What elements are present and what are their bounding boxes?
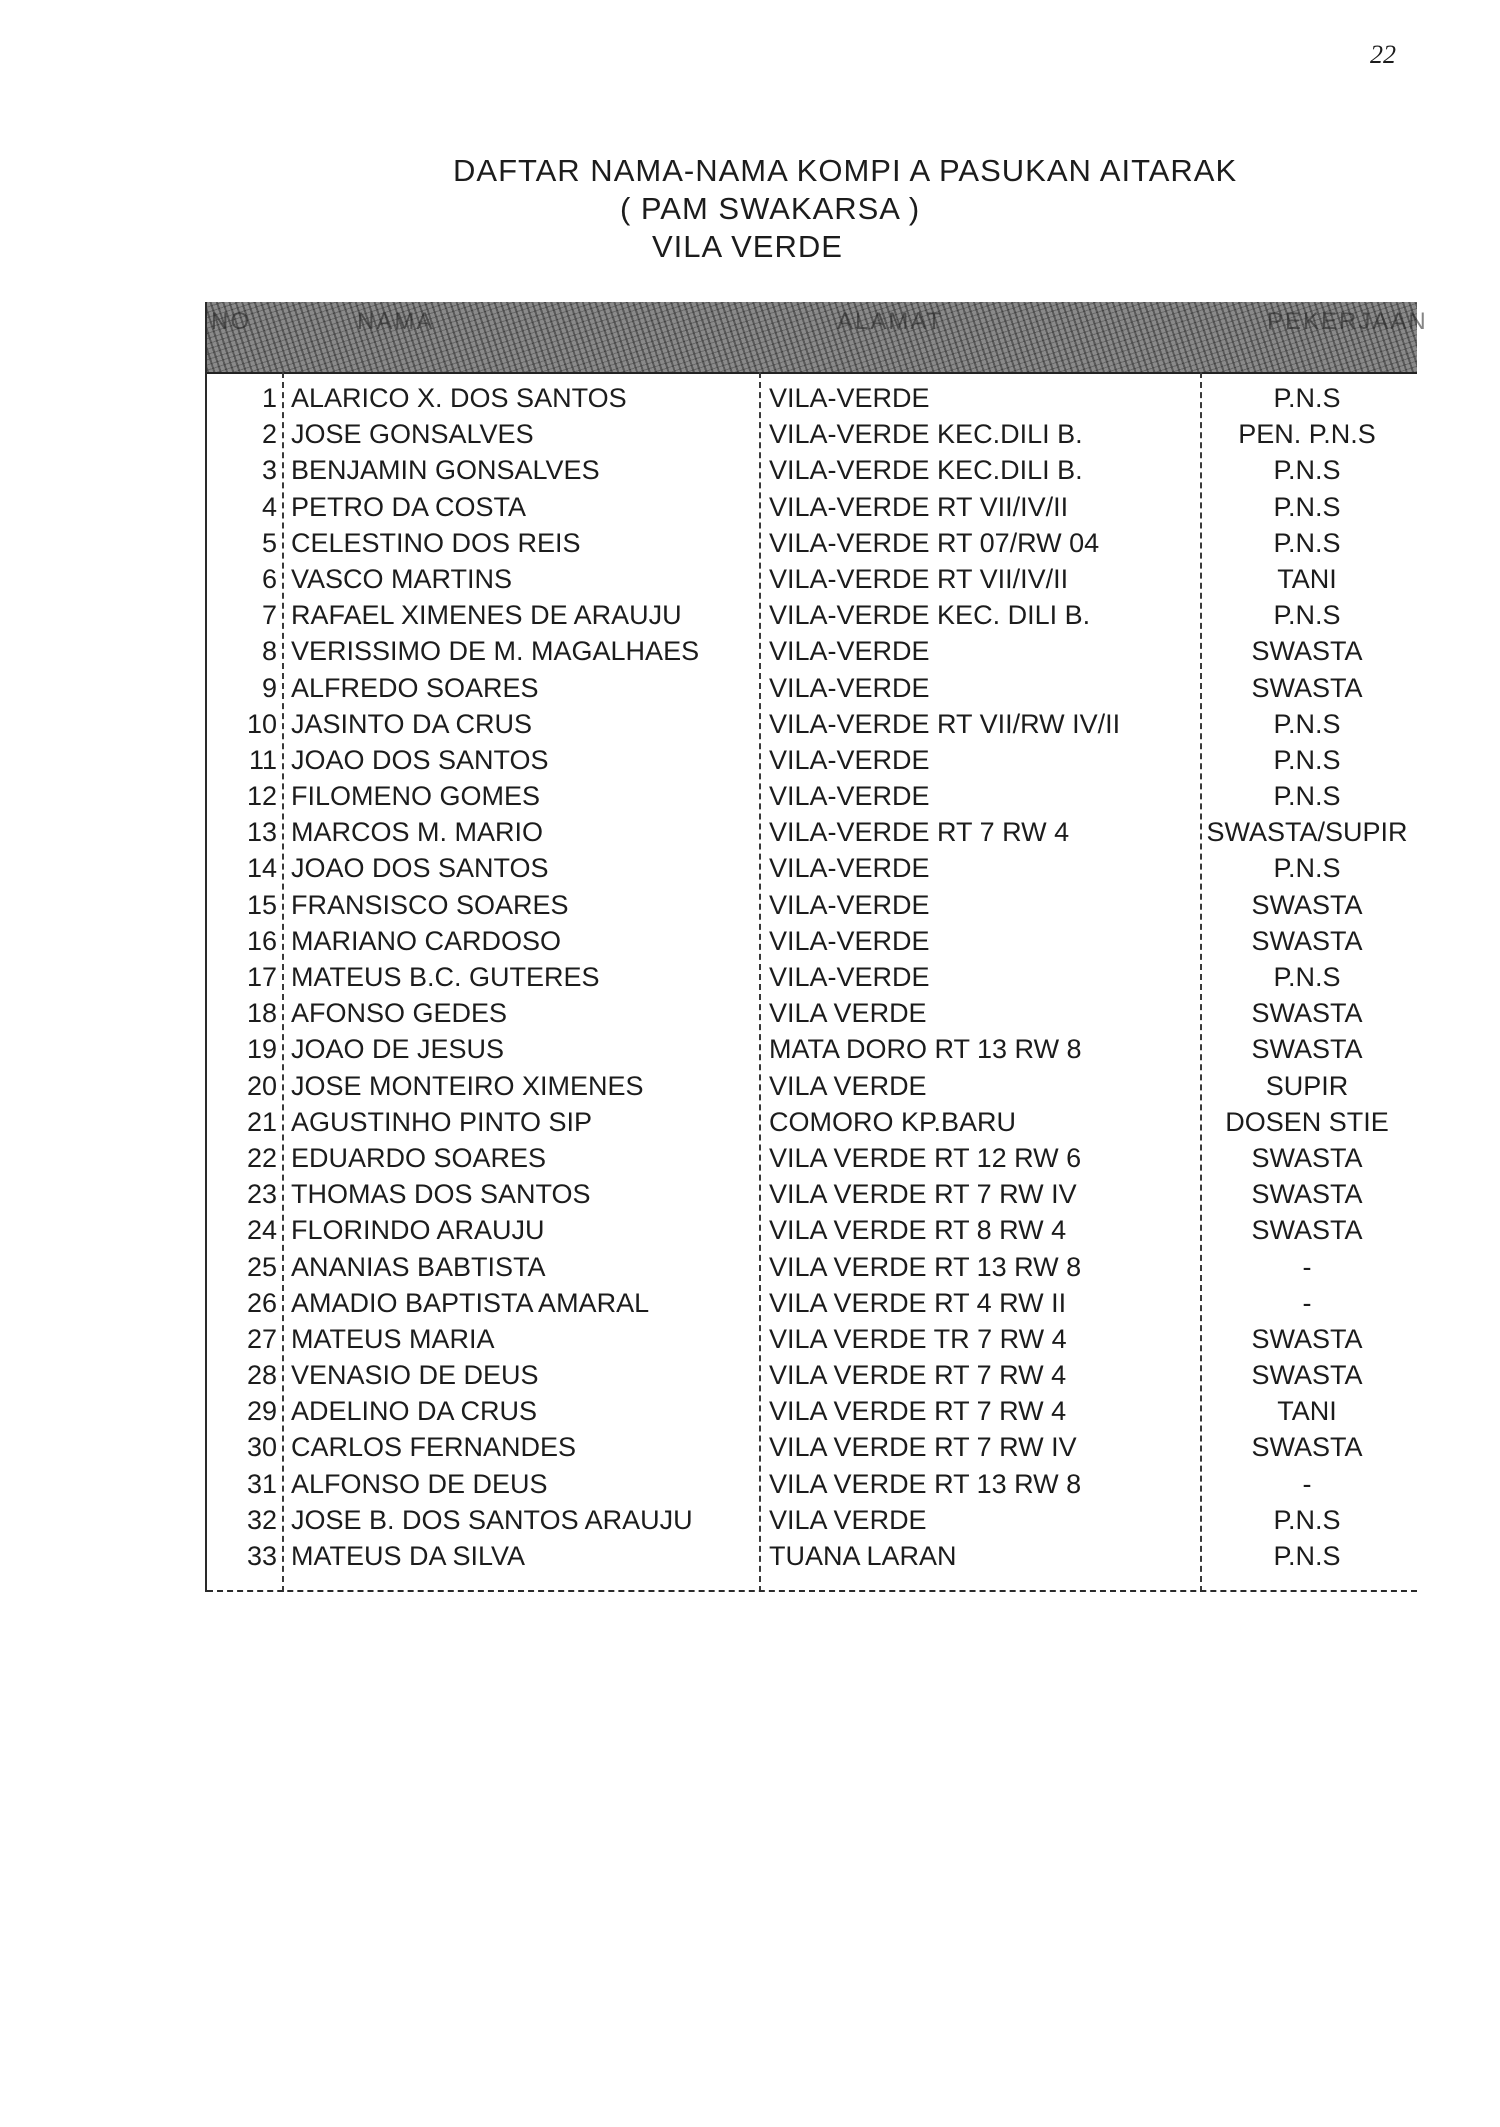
row-address: VILA VERDE TR 7 RW 4 — [769, 1323, 1067, 1354]
table-row — [207, 452, 1417, 488]
row-number: 9 — [261, 672, 277, 703]
row-occupation: SWASTA — [1251, 1215, 1363, 1246]
row-name: MARCOS M. MARIO — [291, 817, 544, 848]
row-number: 6 — [261, 563, 277, 594]
row-occupation: P.N.S — [1273, 962, 1341, 992]
row-address: VILA VERDE RT 7 RW IV — [769, 1179, 1077, 1210]
table-row — [207, 742, 1417, 778]
row-number: 16 — [246, 925, 277, 956]
row-occupation: SWASTA — [1251, 1323, 1363, 1354]
row-name: ALFONSO DE DEUS — [291, 1468, 548, 1499]
row-number: 31 — [246, 1468, 277, 1499]
row-name: FILOMENO GOMES — [291, 781, 541, 812]
row-name: EDUARDO SOARES — [291, 1142, 547, 1173]
row-occupation: P.N.S — [1273, 744, 1341, 775]
header-pekerjaan: PEKERJAAN — [1267, 308, 1428, 335]
row-number: 32 — [246, 1504, 277, 1535]
row-number: 19 — [246, 1034, 277, 1065]
title-line-1: DAFTAR NAMA-NAMA KOMPI A PASUKAN AITARAK — [453, 153, 1238, 188]
row-address: VILA VERDE RT 8 RW 4 — [769, 1215, 1067, 1246]
row-name: AMADIO BAPTISTA AMARAL — [291, 1287, 650, 1318]
table-row — [207, 1104, 1417, 1140]
row-number: 17 — [246, 962, 277, 992]
document-title — [420, 152, 1320, 266]
table-row — [207, 923, 1417, 959]
row-name: VENASIO DE DEUS — [291, 1360, 539, 1391]
table-row — [207, 814, 1417, 850]
row-address: VILA-VERDE RT 7 RW 4 — [769, 817, 1070, 848]
row-number: 21 — [246, 1106, 277, 1137]
header-no: NO — [211, 308, 251, 335]
row-number: 28 — [246, 1360, 277, 1391]
row-address: VILA-VERDE RT 07/RW 04 — [769, 527, 1100, 558]
table-header — [207, 302, 1428, 374]
row-address: VILA-VERDE — [769, 889, 930, 920]
row-number: 1 — [261, 383, 277, 413]
row-name: JASINTO DA CRUS — [291, 708, 533, 739]
row-occupation: SWASTA — [1251, 998, 1363, 1029]
row-number: 11 — [248, 744, 277, 775]
row-name: VASCO MARTINS — [291, 563, 513, 594]
table-row — [207, 1031, 1417, 1067]
row-name: CARLOS FERNANDES — [291, 1432, 577, 1463]
table-row — [207, 633, 1417, 669]
table-row — [207, 1176, 1417, 1212]
row-occupation: P.N.S — [1273, 1504, 1341, 1535]
row-number: 15 — [246, 889, 277, 920]
row-name: JOSE B. DOS SANTOS ARAUJU — [291, 1504, 693, 1535]
row-number: 14 — [246, 853, 277, 884]
row-number: 25 — [246, 1251, 277, 1282]
row-name: JOAO DOS SANTOS — [291, 744, 549, 775]
row-address: VILA VERDE RT 13 RW 8 — [769, 1468, 1082, 1499]
row-address: VILA-VERDE RT VII/RW IV/II — [769, 708, 1121, 739]
roster-table — [205, 302, 1428, 1592]
table-row — [207, 1068, 1417, 1104]
row-number: 7 — [261, 600, 277, 631]
row-number: 27 — [246, 1323, 277, 1354]
table-row — [207, 1429, 1417, 1465]
row-address: VILA-VERDE — [769, 636, 930, 667]
table-row — [207, 1285, 1417, 1321]
row-occupation: SWASTA — [1251, 1360, 1363, 1391]
row-address: VILA-VERDE — [769, 962, 930, 992]
row-name: THOMAS DOS SANTOS — [291, 1179, 591, 1210]
row-occupation: SWASTA — [1251, 672, 1363, 703]
row-number: 10 — [246, 708, 277, 739]
row-number: 13 — [246, 817, 277, 848]
table-row — [207, 489, 1417, 525]
page-number: 22 — [1370, 40, 1396, 69]
row-name: MATEUS MARIA — [291, 1323, 495, 1354]
table-row — [207, 670, 1417, 706]
row-address: VILA VERDE RT 13 RW 8 — [769, 1251, 1082, 1282]
row-number: 20 — [246, 1070, 277, 1101]
row-address: VILA-VERDE RT VII/IV/II — [769, 491, 1069, 522]
header-alamat: ALAMAT — [837, 308, 944, 335]
row-number: 26 — [246, 1287, 277, 1318]
table-row — [207, 1538, 1417, 1574]
row-occupation: PEN. P.N.S — [1238, 419, 1376, 450]
row-number: 33 — [246, 1541, 277, 1571]
row-address: VILA-VERDE — [769, 383, 930, 413]
row-occupation: P.N.S — [1273, 383, 1341, 413]
table-body — [207, 380, 1417, 1574]
row-occupation: P.N.S — [1273, 708, 1341, 739]
table-row — [207, 561, 1417, 597]
row-number: 2 — [261, 419, 277, 450]
table-row — [207, 959, 1417, 995]
row-number: 24 — [246, 1215, 277, 1246]
row-address: VILA-VERDE — [769, 925, 930, 956]
row-address: VILA VERDE RT 12 RW 6 — [769, 1142, 1082, 1173]
row-name: ALARICO X. DOS SANTOS — [291, 383, 627, 413]
row-name: VERISSIMO DE M. MAGALHAES — [291, 636, 700, 667]
row-occupation: SWASTA — [1251, 1432, 1363, 1463]
row-address: VILA-VERDE KEC. DILI B. — [769, 600, 1091, 631]
row-name: AFONSO GEDES — [291, 998, 508, 1029]
header-nama: NAMA — [357, 308, 435, 335]
row-address: TUANA LARAN — [769, 1541, 957, 1571]
row-occupation: SWASTA — [1251, 1142, 1363, 1173]
row-number: 5 — [261, 527, 277, 558]
row-address: VILA-VERDE — [769, 781, 930, 812]
row-address: VILA VERDE RT 4 RW II — [769, 1287, 1067, 1318]
row-address: VILA-VERDE — [769, 853, 930, 884]
table-row — [207, 887, 1417, 923]
row-address: VILA VERDE — [769, 1504, 927, 1535]
row-occupation: SUPIR — [1265, 1070, 1349, 1101]
table-row — [207, 1321, 1417, 1357]
row-name: CELESTINO DOS REIS — [291, 527, 581, 558]
row-number: 12 — [246, 781, 277, 812]
row-occupation: TANI — [1277, 1396, 1337, 1427]
row-address: VILA-VERDE KEC.DILI B. — [769, 419, 1083, 450]
table-row — [207, 1393, 1417, 1429]
row-address: VILA-VERDE — [769, 672, 930, 703]
row-number: 4 — [261, 491, 277, 522]
row-name: BENJAMIN GONSALVES — [291, 455, 600, 486]
row-occupation: SWASTA/SUPIR — [1206, 817, 1408, 848]
row-address: VILA-VERDE RT VII/IV/II — [769, 563, 1069, 594]
row-address: MATA DORO RT 13 RW 8 — [769, 1034, 1082, 1065]
row-address: VILA VERDE RT 7 RW 4 — [769, 1360, 1067, 1391]
table-row — [207, 995, 1417, 1031]
table-row — [207, 1357, 1417, 1393]
row-name: JOAO DOS SANTOS — [291, 853, 549, 884]
row-name: RAFAEL XIMENES DE ARAUJU — [291, 600, 682, 631]
row-name: MARIANO CARDOSO — [291, 925, 562, 956]
row-occupation: SWASTA — [1251, 925, 1363, 956]
table-row — [207, 1140, 1417, 1176]
table-row — [207, 525, 1417, 561]
table-row — [207, 706, 1417, 742]
row-number: 23 — [246, 1179, 277, 1210]
row-number: 22 — [246, 1142, 277, 1173]
row-name: ANANIAS BABTISTA — [291, 1251, 546, 1282]
row-occupation: - — [1302, 1251, 1312, 1282]
row-address: VILA-VERDE KEC.DILI B. — [769, 455, 1083, 486]
row-address: VILA VERDE — [769, 1070, 927, 1101]
title-line-3: VILA VERDE — [652, 229, 843, 264]
table-row — [207, 850, 1417, 886]
row-occupation: TANI — [1277, 563, 1337, 594]
table-row — [207, 597, 1417, 633]
row-occupation: SWASTA — [1251, 1034, 1363, 1065]
row-occupation: DOSEN STIE — [1225, 1106, 1389, 1137]
row-occupation: P.N.S — [1273, 781, 1341, 812]
row-occupation: SWASTA — [1251, 1179, 1363, 1210]
table-row — [207, 778, 1417, 814]
table-row — [207, 1502, 1417, 1538]
row-name: MATEUS DA SILVA — [291, 1541, 526, 1571]
row-number: 18 — [246, 998, 277, 1029]
row-name: JOSE GONSALVES — [291, 419, 534, 450]
row-name: ALFREDO SOARES — [291, 672, 539, 703]
row-name: ADELINO DA CRUS — [291, 1396, 538, 1427]
title-line-2: ( PAM SWAKARSA ) — [620, 191, 921, 226]
row-address: VILA VERDE RT 7 RW 4 — [769, 1396, 1067, 1427]
row-number: 3 — [261, 455, 277, 486]
row-number: 8 — [261, 636, 277, 667]
row-occupation: P.N.S — [1273, 527, 1341, 558]
row-address: VILA VERDE RT 7 RW IV — [769, 1432, 1077, 1463]
row-occupation: P.N.S — [1273, 491, 1341, 522]
row-occupation: - — [1302, 1287, 1312, 1318]
row-occupation: P.N.S — [1273, 455, 1341, 486]
row-name: JOSE MONTEIRO XIMENES — [291, 1070, 644, 1101]
row-occupation: SWASTA — [1251, 889, 1363, 920]
row-name: MATEUS B.C. GUTERES — [291, 962, 600, 992]
row-name: FLORINDO ARAUJU — [291, 1215, 545, 1246]
row-occupation: - — [1302, 1468, 1312, 1499]
row-name: JOAO DE JESUS — [291, 1034, 505, 1065]
row-address: VILA VERDE — [769, 998, 927, 1029]
table-row — [207, 1212, 1417, 1248]
table-row — [207, 1249, 1417, 1285]
row-number: 29 — [246, 1396, 277, 1427]
row-name: PETRO DA COSTA — [291, 491, 527, 522]
row-name: AGUSTINHO PINTO SIP — [291, 1106, 593, 1137]
table-row — [207, 380, 1417, 416]
row-occupation: SWASTA — [1251, 636, 1363, 667]
row-name: FRANSISCO SOARES — [291, 889, 569, 920]
row-address: VILA-VERDE — [769, 744, 930, 775]
row-address: COMORO KP.BARU — [769, 1106, 1017, 1137]
table-row — [207, 1466, 1417, 1502]
row-number: 30 — [246, 1432, 277, 1463]
table-row — [207, 416, 1417, 452]
row-occupation: P.N.S — [1273, 600, 1341, 631]
table-bottom-border — [207, 1590, 1417, 1592]
row-occupation: P.N.S — [1273, 853, 1341, 884]
row-occupation: P.N.S — [1273, 1541, 1341, 1571]
